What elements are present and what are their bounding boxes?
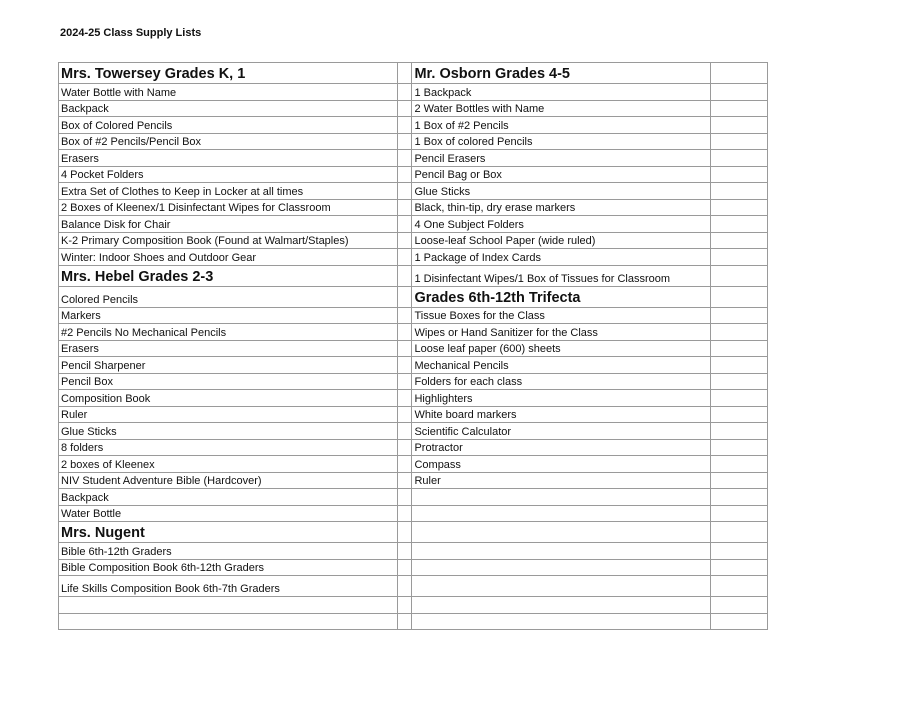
spacer-cell — [711, 423, 768, 440]
spacer-cell — [711, 576, 768, 597]
supply-item-cell: Tissue Boxes for the Class — [412, 307, 711, 324]
table-row — [59, 232, 768, 249]
supply-item-cell: NIV Student Adventure Bible (Hardcover) — [59, 472, 398, 489]
spacer-cell — [398, 265, 412, 286]
spacer-cell — [711, 522, 768, 543]
spacer-cell — [711, 117, 768, 134]
table-row — [59, 522, 768, 543]
table-row — [59, 597, 768, 614]
spacer-cell — [711, 559, 768, 576]
spacer-cell — [711, 216, 768, 233]
table-row — [59, 559, 768, 576]
teacher-heading: Mrs. Hebel Grades 2-3 — [59, 265, 398, 286]
teacher-heading: Grades 6th-12th Trifecta — [412, 286, 711, 307]
spacer-cell — [398, 373, 412, 390]
table-row — [59, 199, 768, 216]
supply-item-cell: Box of Colored Pencils — [59, 117, 398, 134]
supply-item-cell: Water Bottle — [59, 505, 398, 522]
spacer-cell — [398, 406, 412, 423]
supply-item-cell: White board markers — [412, 406, 711, 423]
table-row — [59, 613, 768, 630]
supply-item-cell: Colored Pencils — [59, 286, 398, 307]
supply-item-cell: Mechanical Pencils — [412, 357, 711, 374]
spacer-cell — [398, 63, 412, 84]
spacer-cell — [711, 249, 768, 266]
supply-item-cell — [412, 576, 711, 597]
spacer-cell — [711, 357, 768, 374]
spacer-cell — [711, 133, 768, 150]
supply-item-cell: Winter: Indoor Shoes and Outdoor Gear — [59, 249, 398, 266]
supply-item-cell: #2 Pencils No Mechanical Pencils — [59, 324, 398, 341]
table-row — [59, 249, 768, 266]
spacer-cell — [398, 505, 412, 522]
table-row — [59, 373, 768, 390]
supply-item-cell: Erasers — [59, 150, 398, 167]
table-row — [59, 324, 768, 341]
spacer-cell — [398, 423, 412, 440]
spacer-cell — [711, 489, 768, 506]
supply-item-cell: Protractor — [412, 439, 711, 456]
supply-item-cell: Pencil Sharpener — [59, 357, 398, 374]
supply-item-cell: Water Bottle with Name — [59, 84, 398, 101]
spacer-cell — [398, 543, 412, 560]
supply-item-cell: Scientific Calculator — [412, 423, 711, 440]
supply-item-cell: Markers — [59, 307, 398, 324]
supply-item-cell: Compass — [412, 456, 711, 473]
supply-item-cell: Ruler — [59, 406, 398, 423]
table-row — [59, 166, 768, 183]
spacer-cell — [398, 439, 412, 456]
supply-item-cell: 2 Water Bottles with Name — [412, 100, 711, 117]
supply-item-cell: Bible 6th-12th Graders — [59, 543, 398, 560]
spacer-cell — [398, 324, 412, 341]
page-title: 2024-25 Class Supply Lists — [60, 27, 202, 39]
supply-item-cell — [412, 613, 711, 630]
table-row — [59, 84, 768, 101]
supply-list-table — [58, 62, 768, 630]
spacer-cell — [711, 100, 768, 117]
spacer-cell — [398, 166, 412, 183]
table-row — [59, 456, 768, 473]
spacer-cell — [711, 232, 768, 249]
spacer-cell — [711, 597, 768, 614]
supply-item-cell: 1 Box of #2 Pencils — [412, 117, 711, 134]
spacer-cell — [398, 117, 412, 134]
spacer-cell — [711, 373, 768, 390]
table-row — [59, 216, 768, 233]
spacer-cell — [398, 232, 412, 249]
supply-item-cell: Pencil Box — [59, 373, 398, 390]
supply-item-cell: Backpack — [59, 489, 398, 506]
supply-item-cell: Loose-leaf School Paper (wide ruled) — [412, 232, 711, 249]
spacer-cell — [711, 286, 768, 307]
spacer-cell — [711, 456, 768, 473]
supply-item-cell: Pencil Bag or Box — [412, 166, 711, 183]
spacer-cell — [711, 199, 768, 216]
supply-item-cell — [412, 597, 711, 614]
teacher-heading: Mrs. Nugent — [59, 522, 398, 543]
table-row — [59, 489, 768, 506]
spacer-cell — [398, 133, 412, 150]
supply-item-cell — [59, 597, 398, 614]
table-row — [59, 63, 768, 84]
spacer-cell — [398, 559, 412, 576]
spacer-cell — [398, 150, 412, 167]
table-row — [59, 423, 768, 440]
supply-item-cell: Extra Set of Clothes to Keep in Locker at all times — [59, 183, 398, 200]
supply-item-cell — [412, 543, 711, 560]
spacer-cell — [398, 390, 412, 407]
spacer-cell — [711, 84, 768, 101]
table-row — [59, 265, 768, 286]
supply-item-cell — [59, 613, 398, 630]
spacer-cell — [398, 84, 412, 101]
supply-item-cell: Highlighters — [412, 390, 711, 407]
supply-item-cell: Glue Sticks — [59, 423, 398, 440]
spacer-cell — [711, 183, 768, 200]
spacer-cell — [711, 472, 768, 489]
supply-item-cell: Glue Sticks — [412, 183, 711, 200]
spacer-cell — [711, 543, 768, 560]
spacer-cell — [398, 522, 412, 543]
table-row — [59, 150, 768, 167]
supply-item-cell — [412, 505, 711, 522]
supply-item-cell: 8 folders — [59, 439, 398, 456]
teacher-heading: Mr. Osborn Grades 4-5 — [412, 63, 711, 84]
spacer-cell — [711, 63, 768, 84]
supply-item-cell: 4 One Subject Folders — [412, 216, 711, 233]
spacer-cell — [398, 340, 412, 357]
table-row — [59, 133, 768, 150]
spacer-cell — [398, 286, 412, 307]
supply-item-cell: Backpack — [59, 100, 398, 117]
supply-item-cell — [412, 489, 711, 506]
table-row — [59, 357, 768, 374]
table-row — [59, 390, 768, 407]
table-row — [59, 543, 768, 560]
supply-item-cell: 1 Package of Index Cards — [412, 249, 711, 266]
spacer-cell — [398, 597, 412, 614]
supply-item-cell: Composition Book — [59, 390, 398, 407]
supply-item-cell: 4 Pocket Folders — [59, 166, 398, 183]
teacher-heading: Mrs. Towersey Grades K, 1 — [59, 63, 398, 84]
spacer-cell — [711, 613, 768, 630]
supply-item-cell: Balance Disk for Chair — [59, 216, 398, 233]
spacer-cell — [398, 249, 412, 266]
table-row — [59, 183, 768, 200]
supply-item-cell: Folders for each class — [412, 373, 711, 390]
spacer-cell — [398, 472, 412, 489]
table-row — [59, 286, 768, 307]
supply-item-cell — [412, 522, 711, 543]
spacer-cell — [398, 216, 412, 233]
supply-item-cell: 1 Box of colored Pencils — [412, 133, 711, 150]
table-row — [59, 340, 768, 357]
supply-item-cell: 2 boxes of Kleenex — [59, 456, 398, 473]
supply-item-cell — [412, 559, 711, 576]
spacer-cell — [398, 199, 412, 216]
spacer-cell — [398, 307, 412, 324]
spacer-cell — [711, 439, 768, 456]
spacer-cell — [711, 307, 768, 324]
supply-item-cell: Ruler — [412, 472, 711, 489]
spacer-cell — [398, 183, 412, 200]
supply-item-cell: 1 Backpack — [412, 84, 711, 101]
supply-item-cell: Pencil Erasers — [412, 150, 711, 167]
spacer-cell — [711, 406, 768, 423]
spacer-cell — [711, 166, 768, 183]
supply-item-cell: K-2 Primary Composition Book (Found at Walmart/Staples) — [59, 232, 398, 249]
table-row — [59, 439, 768, 456]
table-row — [59, 307, 768, 324]
spacer-cell — [711, 150, 768, 167]
supply-item-cell: 2 Boxes of Kleenex/1 Disinfectant Wipes for Classroom — [59, 199, 398, 216]
spacer-cell — [711, 390, 768, 407]
table-row — [59, 505, 768, 522]
supply-item-cell: Bible Composition Book 6th-12th Graders — [59, 559, 398, 576]
spacer-cell — [398, 576, 412, 597]
spacer-cell — [398, 613, 412, 630]
spacer-cell — [398, 357, 412, 374]
spacer-cell — [398, 456, 412, 473]
spacer-cell — [711, 324, 768, 341]
supply-item-cell: Box of #2 Pencils/Pencil Box — [59, 133, 398, 150]
spacer-cell — [711, 340, 768, 357]
table-row — [59, 406, 768, 423]
supply-item-cell: Wipes or Hand Sanitizer for the Class — [412, 324, 711, 341]
spacer-cell — [398, 100, 412, 117]
table-row — [59, 472, 768, 489]
table-row — [59, 100, 768, 117]
table-row — [59, 576, 768, 597]
spacer-cell — [398, 489, 412, 506]
supply-item-cell: 1 Disinfectant Wipes/1 Box of Tissues for Classroom — [412, 265, 711, 286]
spacer-cell — [711, 265, 768, 286]
supply-item-cell: Erasers — [59, 340, 398, 357]
supply-item-cell: Black, thin-tip, dry erase markers — [412, 199, 711, 216]
table-row — [59, 117, 768, 134]
spacer-cell — [711, 505, 768, 522]
supply-item-cell: Life Skills Composition Book 6th-7th Graders — [59, 576, 398, 597]
supply-item-cell: Loose leaf paper (600) sheets — [412, 340, 711, 357]
